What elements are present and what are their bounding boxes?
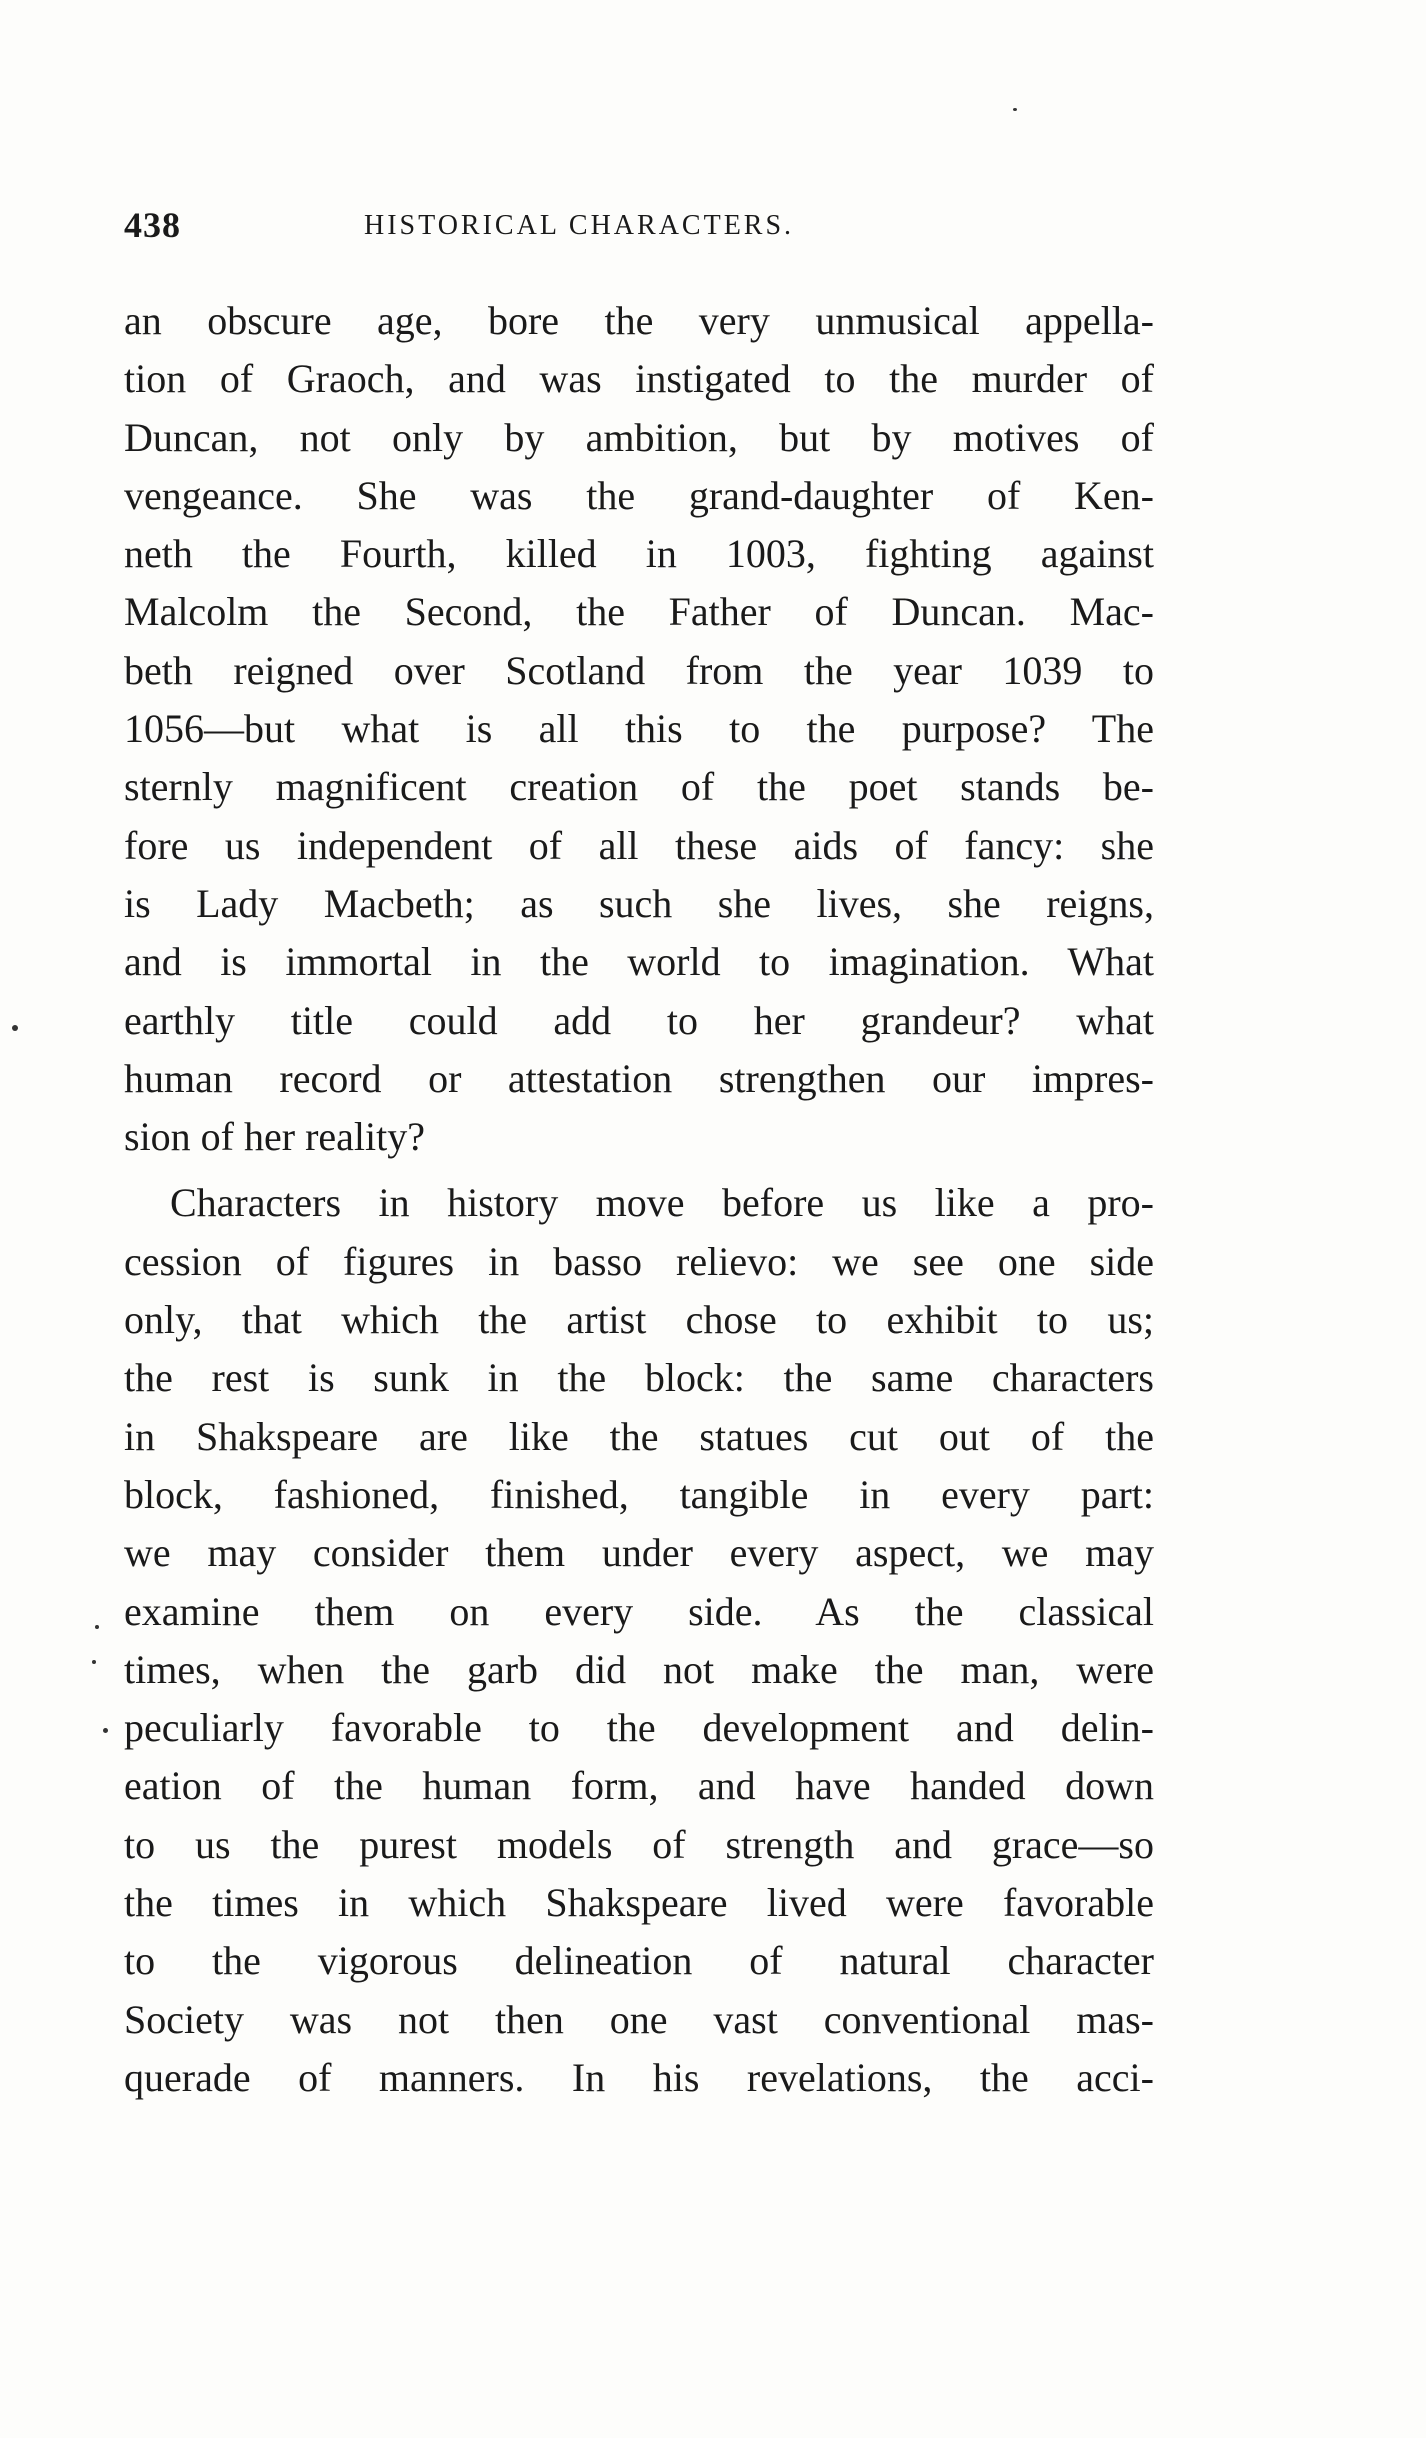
text-line: to the vigorous delineation of natural character: [124, 1938, 1154, 1984]
text-line: is Lady Macbeth; as such she lives, she reigns,: [124, 880, 1154, 926]
text-line: the times in which Shakspeare lived were favorable: [124, 1880, 1154, 1926]
text-line: block, fashioned, finished, tangible in every part:: [124, 1471, 1154, 1517]
text-line: sion of her reality?: [124, 1114, 425, 1160]
page-number: 438: [124, 205, 181, 245]
page-header: [124, 204, 924, 250]
text-line: fore us independent of all these aids of fancy: she: [124, 822, 1154, 868]
text-line: an obscure age, bore the very unmusical appella-: [124, 298, 1154, 343]
text-line: sternly magnificent creation of the poet stands be-: [124, 764, 1154, 810]
text-line: peculiarly favorable to the development and delin-: [124, 1705, 1154, 1751]
print-speck: [12, 1025, 18, 1031]
text-line: neth the Fourth, killed in 1003, fighting against: [124, 531, 1154, 577]
text-line: and is immortal in the world to imagination. What: [124, 939, 1154, 985]
text-line: 1056—but what is all this to the purpose? The: [124, 706, 1154, 752]
text-line: we may consider them under every aspect, we may: [124, 1530, 1154, 1576]
text-line: tion of Graoch, and was instigated to the murder of: [124, 356, 1154, 402]
text-line: vengeance. She was the grand-daughter of Ken-: [124, 472, 1154, 518]
print-speck: [92, 1660, 96, 1664]
text-line: Society was not then one vast conventional mas-: [124, 1996, 1154, 2042]
running-head: HISTORICAL CHARACTERS.: [364, 210, 795, 241]
text-line: Duncan, not only by ambition, but by motives of: [124, 414, 1154, 460]
text-line: in Shakspeare are like the statues cut out of the: [124, 1413, 1154, 1459]
body-text: [124, 292, 1154, 2107]
text-line: to us the purest models of strength and grace—so: [124, 1821, 1154, 1867]
text-line: querade of manners. In his revelations, the acci-: [124, 2054, 1154, 2100]
print-speck: [103, 1728, 108, 1733]
print-speck: [1013, 108, 1017, 111]
text-line: earthly title could add to her grandeur? what: [124, 997, 1154, 1043]
text-line: the rest is sunk in the block: the same characters: [124, 1355, 1154, 1401]
print-speck: [95, 1625, 99, 1629]
text-line: Malcolm the Second, the Father of Duncan. Mac-: [124, 589, 1154, 635]
paragraph-1: [124, 292, 1154, 1166]
text-line: beth reigned over Scotland from the year 1039 to: [124, 647, 1154, 693]
text-line: human record or attestation strengthen our impres-: [124, 1055, 1154, 1101]
paragraph-2: [124, 1174, 1154, 2107]
text-line: Characters in history move before us like a pro-: [170, 1180, 1154, 1226]
paragraph-gap: [124, 1166, 1154, 1174]
text-line: eation of the human form, and have handed down: [124, 1763, 1154, 1809]
text-line: examine them on every side. As the classical: [124, 1588, 1154, 1634]
text-line: only, that which the artist chose to exhibit to us;: [124, 1297, 1154, 1343]
text-line: times, when the garb did not make the man, were: [124, 1646, 1154, 1692]
text-line: cession of figures in basso relievo: we see one side: [124, 1238, 1154, 1284]
